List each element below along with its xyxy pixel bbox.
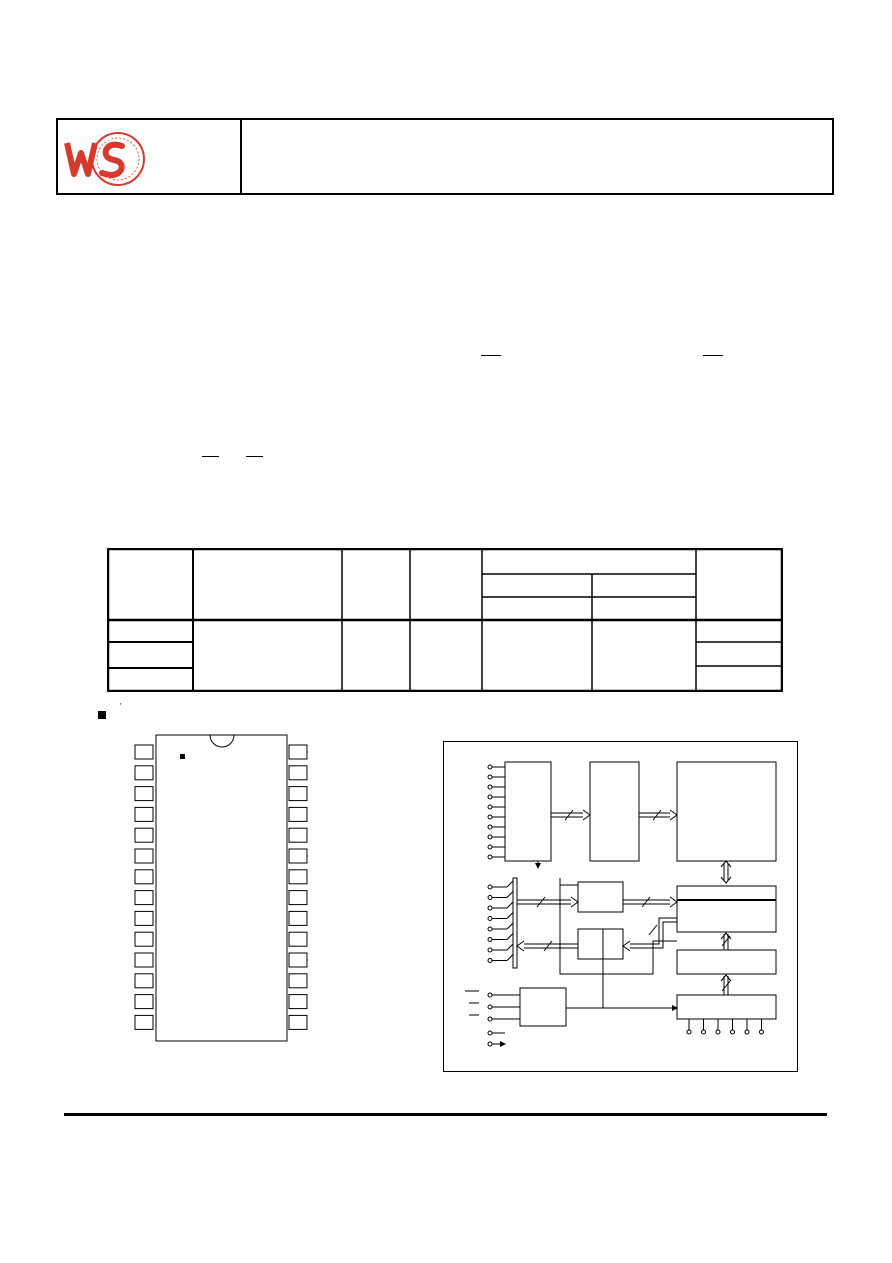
row-buffer-block — [590, 762, 639, 861]
column-io-block — [677, 886, 776, 932]
right-pin — [289, 911, 307, 925]
left-pins — [135, 745, 153, 1029]
right-pin — [289, 995, 307, 1009]
right-pin — [289, 891, 307, 905]
right-pin — [289, 766, 307, 780]
bus-arrow-icon — [639, 810, 677, 820]
address-pin — [488, 825, 492, 829]
overbar-mark — [202, 456, 219, 457]
right-pin — [289, 974, 307, 988]
data-pin — [488, 896, 492, 900]
control-pin — [488, 993, 492, 997]
column-address-pin — [687, 1030, 691, 1034]
right-pin — [289, 953, 307, 967]
left-pin — [135, 891, 153, 905]
left-pin — [135, 870, 153, 884]
right-pin — [289, 932, 307, 946]
data-bus-bar — [513, 878, 517, 968]
address-pin — [488, 855, 492, 859]
data-pin — [488, 948, 492, 952]
column-decoder-block — [677, 950, 776, 974]
spec-table — [107, 548, 783, 692]
right-pin — [289, 870, 307, 884]
address-pin — [488, 765, 492, 769]
column-address-block — [677, 995, 776, 1019]
address-pin — [488, 775, 492, 779]
data-pin — [488, 959, 492, 963]
address-pin — [488, 835, 492, 839]
bus-arrow-icon — [517, 897, 578, 907]
left-pin — [135, 953, 153, 967]
control-pin — [488, 1005, 492, 1009]
right-pin — [289, 745, 307, 759]
left-pin — [135, 849, 153, 863]
footer-rule — [64, 1113, 827, 1116]
data-pin — [488, 906, 492, 910]
data-pin — [488, 938, 492, 942]
column-address-pin — [716, 1030, 720, 1034]
overbar-mark — [481, 355, 501, 356]
left-pin — [135, 1015, 153, 1029]
left-pin — [135, 995, 153, 1009]
right-pins — [289, 745, 307, 1029]
input-buffer-block — [578, 882, 623, 912]
bus-arrow-icon — [623, 897, 677, 907]
overbar-mark — [246, 456, 263, 457]
left-pin — [135, 807, 153, 821]
right-pin — [289, 1015, 307, 1029]
header-divider — [240, 118, 242, 195]
control-pin — [488, 1017, 492, 1021]
address-pin — [488, 805, 492, 809]
right-pin — [289, 849, 307, 863]
right-pin — [289, 807, 307, 821]
right-pin — [289, 787, 307, 801]
control-logic-block — [520, 988, 566, 1026]
control-pin — [488, 1042, 492, 1046]
address-pin — [488, 795, 492, 799]
bus-arrow-icon — [721, 975, 731, 995]
section-tick-mark: ' — [120, 702, 122, 711]
header-box — [56, 118, 834, 195]
row-decoder-block — [505, 762, 551, 861]
left-pin — [135, 766, 153, 780]
ws-logo-icon — [64, 128, 146, 190]
left-pin — [135, 828, 153, 842]
pin-configuration-diagram — [130, 732, 310, 1046]
column-address-pin — [702, 1030, 706, 1034]
left-pin — [135, 911, 153, 925]
square-dot-icon — [180, 754, 185, 759]
section-bullet — [98, 711, 106, 719]
memory-array-block — [677, 762, 776, 861]
block-diagram — [443, 741, 798, 1072]
left-pin — [135, 745, 153, 759]
column-address-pin — [760, 1030, 764, 1034]
data-pin — [488, 917, 492, 921]
data-pin — [488, 927, 492, 931]
left-pin — [135, 932, 153, 946]
bus-arrow-icon — [721, 861, 731, 883]
left-pin — [135, 974, 153, 988]
left-pin — [135, 787, 153, 801]
output-buffer-block — [578, 929, 623, 959]
bus-arrow-icon — [551, 810, 590, 820]
overbar-mark — [703, 355, 723, 356]
address-pin — [488, 845, 492, 849]
address-pin — [488, 815, 492, 819]
column-address-pin — [745, 1030, 749, 1034]
control-pin — [488, 1031, 492, 1035]
data-pin — [488, 885, 492, 889]
address-pin — [488, 785, 492, 789]
right-pin — [289, 828, 307, 842]
column-address-pin — [731, 1030, 735, 1034]
